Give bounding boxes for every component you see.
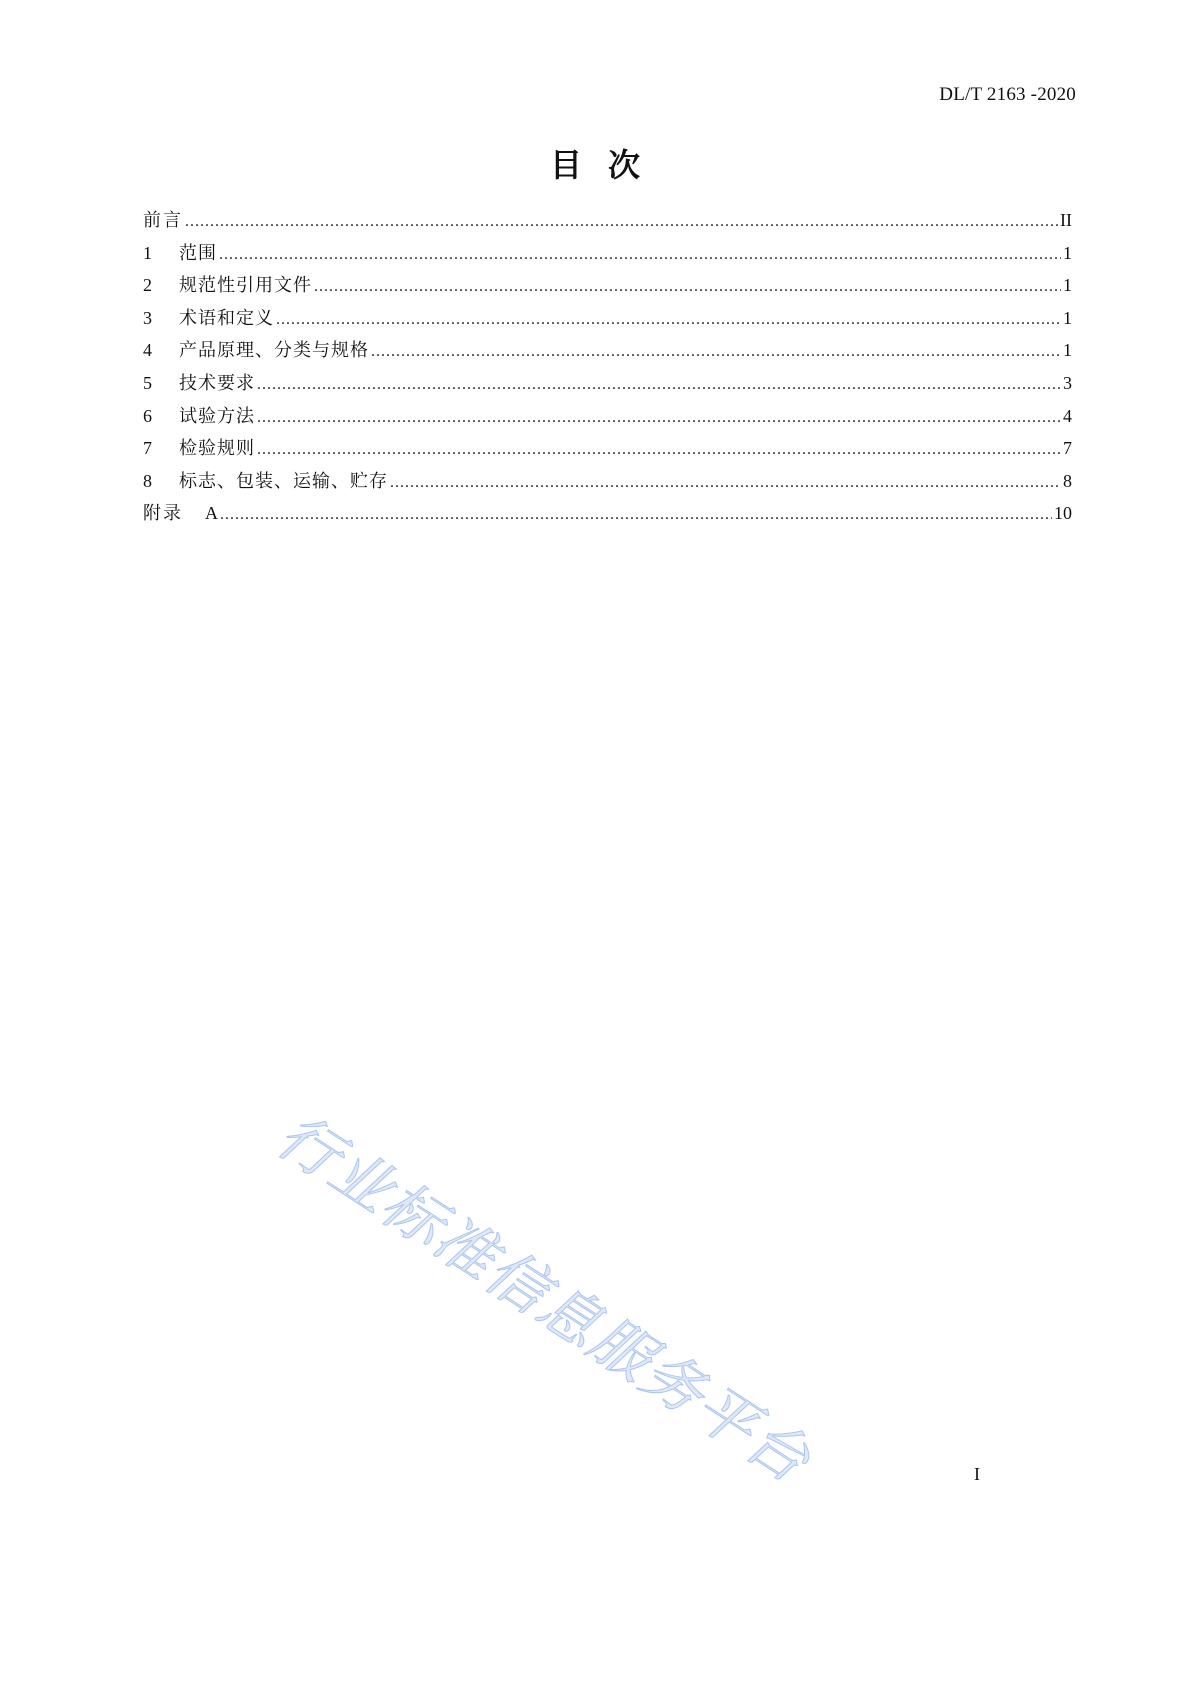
toc-leader-dots bbox=[314, 276, 1061, 298]
watermark: 行业标准信息服务平台 bbox=[264, 1100, 823, 1498]
toc-entry-page: 7 bbox=[1063, 438, 1072, 459]
toc-entry-technical-requirements[interactable] bbox=[143, 372, 1072, 405]
toc-leader-dots bbox=[257, 374, 1061, 396]
toc-entry-terms-definitions[interactable] bbox=[143, 307, 1072, 340]
toc-entry-number: 1 bbox=[143, 242, 152, 263]
toc-title: 目次 bbox=[549, 146, 666, 184]
toc-leader-dots bbox=[185, 211, 1058, 233]
toc-entry-label: 附录 bbox=[143, 503, 183, 525]
toc-entry-page: 8 bbox=[1063, 470, 1072, 491]
toc-leader-dots bbox=[371, 341, 1061, 363]
toc-leader-dots bbox=[276, 309, 1061, 331]
toc-entry-page: 1 bbox=[1063, 307, 1072, 328]
toc-entry-number: 6 bbox=[143, 405, 152, 426]
toc-leader-dots bbox=[220, 504, 1052, 526]
toc-entry-label: 前言 bbox=[143, 210, 183, 231]
toc-entry-scope[interactable] bbox=[143, 242, 1072, 275]
toc-entry-product-principles[interactable] bbox=[143, 339, 1072, 372]
document-code: DL/T 2163 -2020 bbox=[939, 84, 1076, 105]
toc-entry-number: 8 bbox=[143, 470, 152, 491]
toc-entry-page: 1 bbox=[1063, 242, 1072, 263]
toc-entry-number: 2 bbox=[143, 275, 152, 296]
toc-entry-appendix-a[interactable] bbox=[143, 502, 1072, 535]
toc-leader-dots bbox=[390, 472, 1061, 494]
toc-entry-label: 技术要求 bbox=[179, 372, 255, 394]
toc-entry-label: 检验规则 bbox=[179, 438, 255, 460]
page-number: I bbox=[974, 1464, 980, 1484]
toc-entry-foreword[interactable] bbox=[143, 209, 1072, 242]
toc-entry-page: 4 bbox=[1063, 405, 1072, 426]
toc-entry-page: 10 bbox=[1054, 503, 1072, 524]
toc-leader-dots bbox=[257, 407, 1061, 429]
toc-entry-label: 标志、包装、运输、贮存 bbox=[179, 470, 388, 492]
toc-list bbox=[143, 209, 1072, 535]
toc-entry-test-methods[interactable] bbox=[143, 405, 1072, 438]
toc-entry-label: 范围 bbox=[179, 242, 217, 264]
toc-appendix-letter: A bbox=[205, 503, 218, 524]
toc-entry-label: 术语和定义 bbox=[179, 307, 274, 329]
toc-entry-number: 4 bbox=[143, 340, 152, 361]
toc-entry-number: 5 bbox=[143, 372, 152, 393]
toc-entry-number: 3 bbox=[143, 307, 152, 328]
toc-entry-label: 试验方法 bbox=[179, 405, 255, 427]
toc-entry-normative-references[interactable] bbox=[143, 274, 1072, 307]
toc-entry-marking-packaging[interactable] bbox=[143, 470, 1072, 503]
toc-entry-page: 1 bbox=[1063, 275, 1072, 296]
toc-leader-dots bbox=[257, 439, 1061, 461]
toc-entry-inspection-rules[interactable] bbox=[143, 437, 1072, 470]
toc-entry-page: 3 bbox=[1063, 372, 1072, 393]
toc-leader-dots bbox=[219, 244, 1061, 266]
toc-entry-page: II bbox=[1060, 210, 1072, 230]
toc-entry-number: 7 bbox=[143, 438, 152, 459]
toc-entry-page: 1 bbox=[1063, 340, 1072, 361]
toc-entry-label: 规范性引用文件 bbox=[179, 275, 312, 297]
toc-entry-label: 产品原理、分类与规格 bbox=[179, 340, 369, 362]
